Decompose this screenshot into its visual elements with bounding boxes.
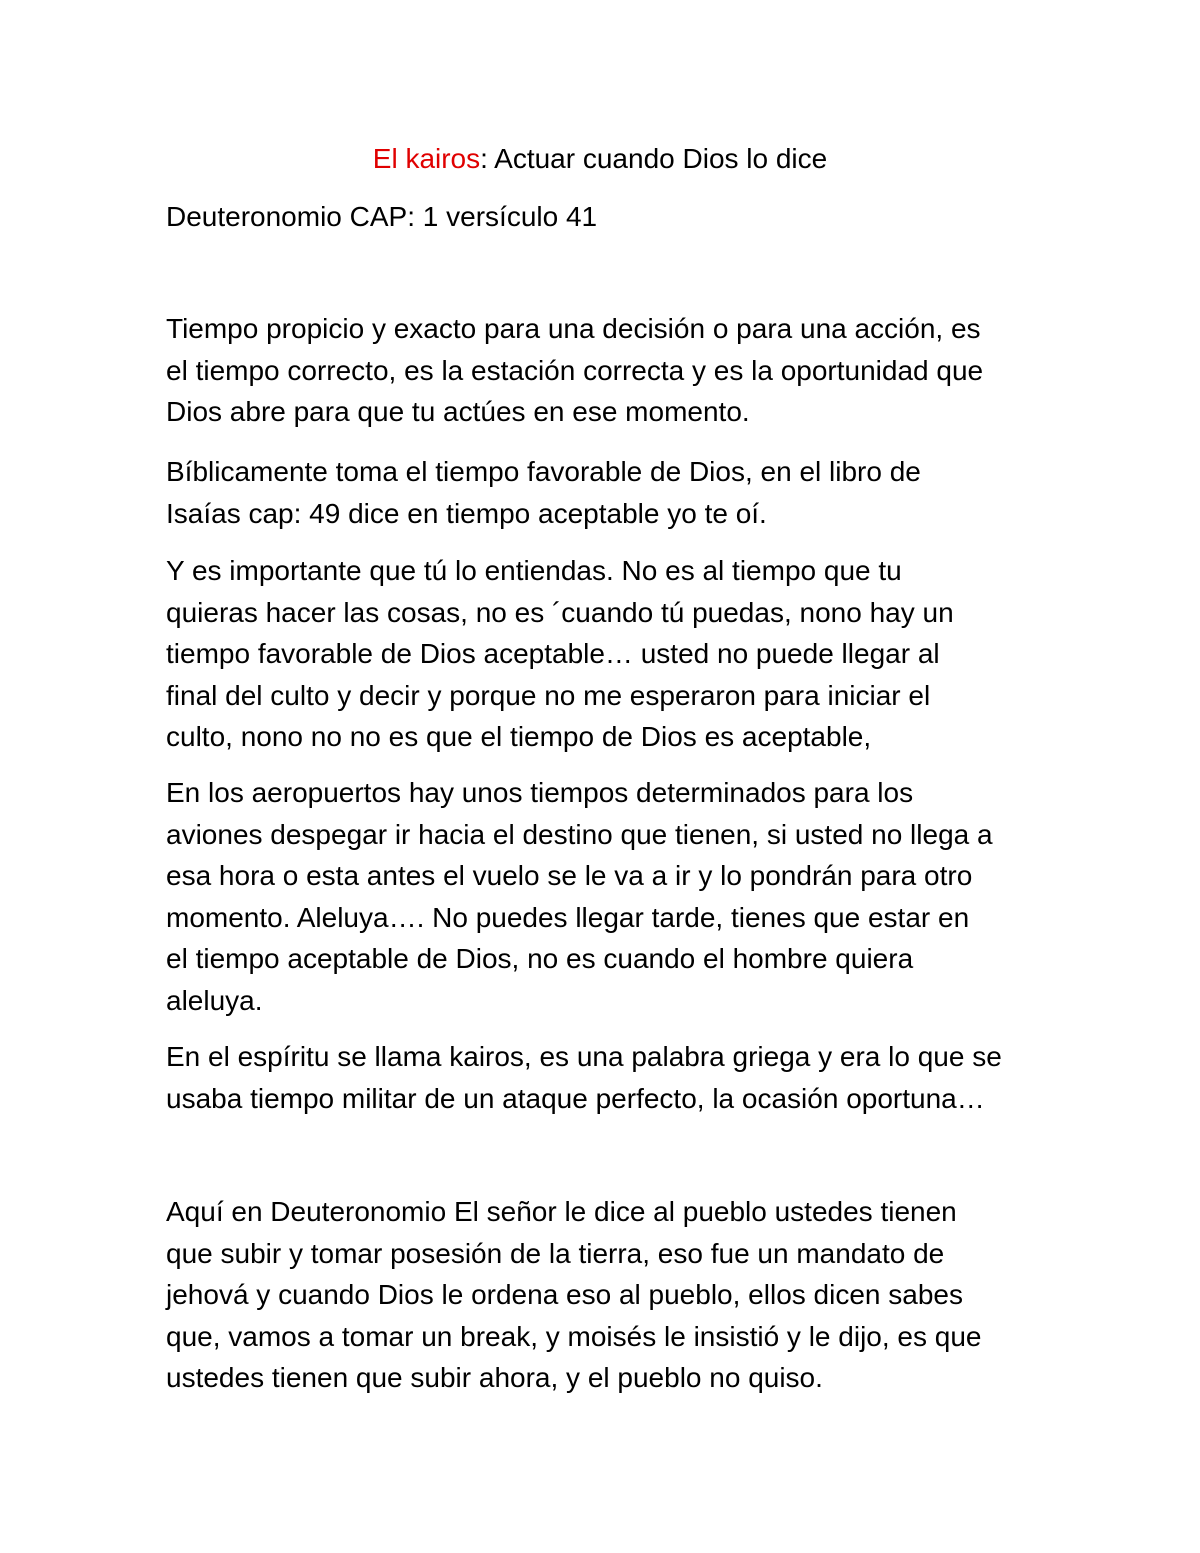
paragraph-line: jehová y cuando Dios le ordena eso al pueblo, ellos dicen sabes <box>166 1279 963 1310</box>
paragraph-importance <box>166 550 1046 758</box>
paragraph-line: el tiempo correcto, es la estación correcta y es la oportunidad que <box>166 354 984 386</box>
paragraph-definition <box>166 308 1046 433</box>
paragraph-line: quieras hacer las cosas, no es ´cuando tú puedas, nono hay un <box>166 596 954 628</box>
document-title <box>0 139 1200 179</box>
title-accent: El kairos <box>372 143 481 174</box>
paragraph-line: culto, nono no no es que el tiempo de Dios es aceptable, <box>166 721 872 752</box>
paragraph-line: el tiempo aceptable de Dios, no es cuando el hombre quiera <box>166 943 914 974</box>
paragraph-line: Y es importante que tú lo entiendas. No es al tiempo que tu <box>166 555 902 586</box>
paragraph-biblical <box>166 451 1046 534</box>
paragraph-line: En el espíritu se llama kairos, es una palabra griega y era lo que se <box>166 1041 1002 1072</box>
paragraph-spirit <box>166 1036 1046 1119</box>
paragraph-line: Bíblicamente toma el tiempo favorable de Dios, en el libro de <box>166 456 921 487</box>
scripture-reference: Deuteronomio CAP: 1 versículo 41 <box>166 201 598 232</box>
paragraph-line: tiempo favorable de Dios aceptable… usted no puede llegar al <box>166 638 940 669</box>
paragraph-line: momento. Aleluya…. No puedes llegar tarde, tienes que estar en <box>166 901 970 933</box>
paragraph-line: En los aeropuertos hay unos tiempos determinados para los <box>166 777 914 808</box>
paragraph-line: final del culto y decir y porque no me esperaron para iniciar el <box>166 679 931 711</box>
paragraph-line: usaba tiempo militar de un ataque perfecto, la ocasión oportuna… <box>166 1082 985 1114</box>
paragraph-line: aleluya. <box>166 984 263 1016</box>
paragraph-deuteronomy <box>166 1191 1046 1399</box>
paragraph-line: que, vamos a tomar un break, y moisés le insistió y le dijo, es que <box>166 1320 982 1352</box>
paragraph-line: ustedes tienen que subir ahora, y el pueblo no quiso. <box>166 1362 823 1393</box>
paragraph-line: Aquí en Deuteronomio El señor le dice al pueblo ustedes tienen <box>166 1196 957 1227</box>
paragraph-line: Isaías cap: 49 dice en tiempo aceptable yo te oí. <box>166 497 767 529</box>
paragraph-line: Tiempo propicio y exacto para una decisión o para una acción, es <box>166 313 981 344</box>
paragraph-airports <box>166 772 1046 1021</box>
paragraph-line: aviones despegar ir hacia el destino que tienen, si usted no llega a <box>166 818 993 850</box>
paragraph-line: que subir y tomar posesión de la tierra, eso fue un mandato de <box>166 1237 945 1269</box>
paragraph-line: esa hora o esta antes el vuelo se le va a ir y lo pondrán para otro <box>166 860 973 891</box>
paragraph-line: Dios abre para que tu actúes en ese momento. <box>166 396 750 427</box>
title-rest: : Actuar cuando Dios lo dice <box>480 143 828 174</box>
